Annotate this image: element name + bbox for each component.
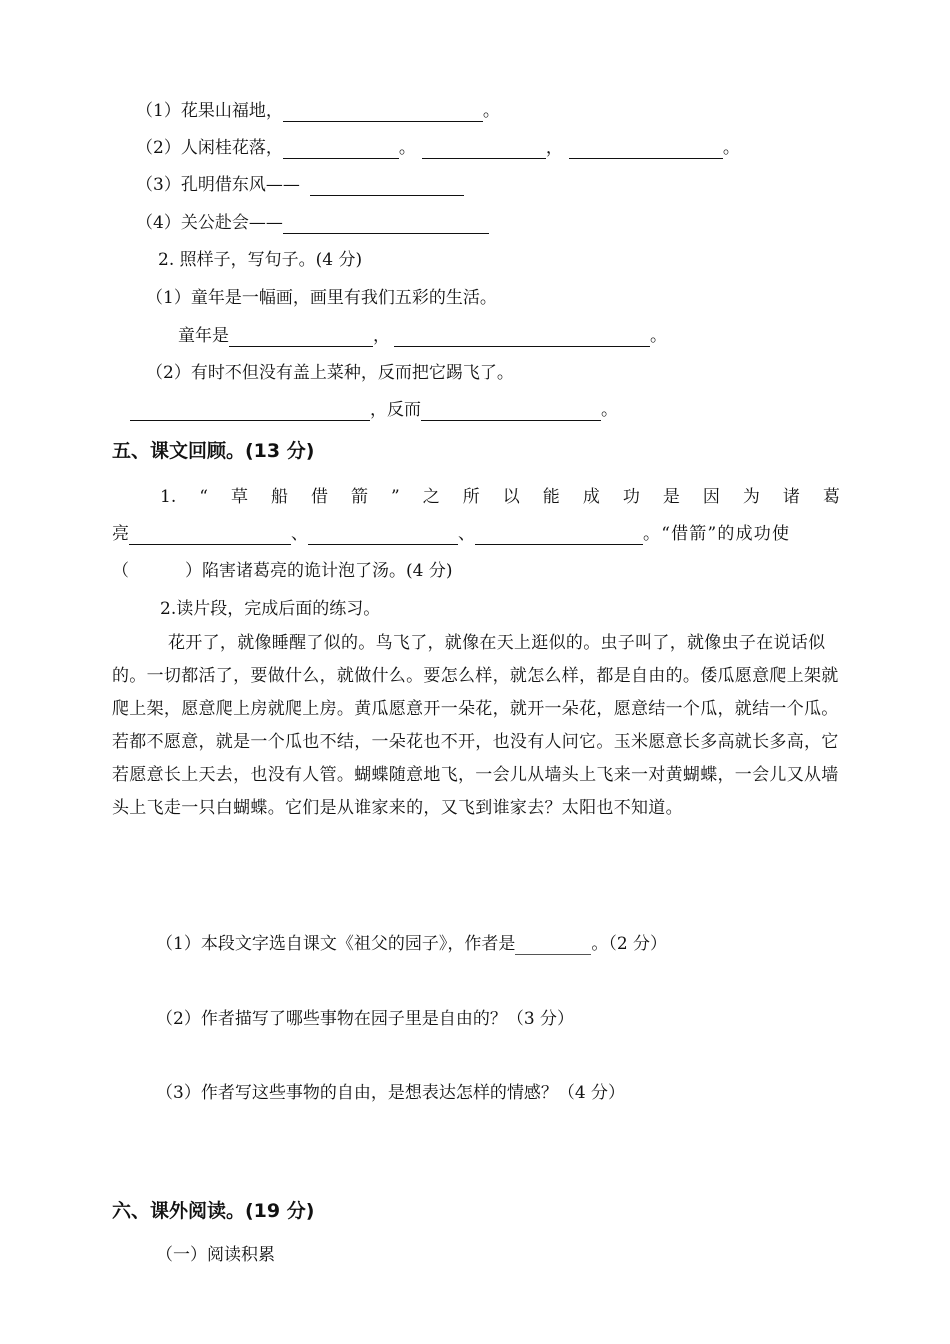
q1-char: 为 bbox=[742, 487, 760, 507]
q1-line3-rest: ）陷害诸葛亮的诡计泡了汤。(4 分) bbox=[185, 561, 453, 581]
s5-q2-title: 2.读片段，完成后面的练习。 bbox=[160, 599, 381, 619]
s5-sub-question-2: （2）作者描写了哪些事物在园子里是自由的？（3 分） bbox=[156, 1009, 575, 1029]
q1-char: 葛 bbox=[822, 487, 840, 507]
fill-1-start: 童年是 bbox=[178, 326, 229, 346]
q1-item-4 bbox=[136, 212, 489, 234]
q1-char: 船 bbox=[270, 487, 288, 507]
fill-1-end: 。 bbox=[650, 326, 667, 346]
item-4-label: （4）关公赴会—— bbox=[136, 213, 283, 233]
item-3-label: （3）孔明借东风—— bbox=[136, 175, 300, 195]
q1-sep: 、 bbox=[291, 524, 308, 544]
s5-sub-question-1 bbox=[156, 933, 667, 955]
section-5-heading: 五、课文回顾。(13 分) bbox=[112, 440, 315, 462]
answer-blank[interactable] bbox=[310, 177, 464, 196]
answer-blank[interactable] bbox=[283, 215, 489, 234]
item-1-label: （1）花果山福地， bbox=[136, 101, 283, 121]
q1-char: 成 bbox=[582, 487, 600, 507]
q1-char: 所 bbox=[462, 487, 480, 507]
answer-blank[interactable] bbox=[515, 936, 591, 955]
item-2-punct: ， bbox=[545, 138, 563, 158]
q1-char: 借 bbox=[311, 487, 328, 507]
answer-blank[interactable] bbox=[475, 526, 643, 545]
q1-char: 功 bbox=[622, 487, 640, 507]
answer-blank[interactable] bbox=[130, 402, 370, 421]
item-2-punct: 。 bbox=[398, 138, 416, 158]
answer-blank[interactable] bbox=[394, 328, 650, 347]
fill-1-comma: ， bbox=[373, 326, 390, 346]
q1-char: 因 bbox=[702, 487, 720, 507]
q2-fill-2 bbox=[130, 399, 618, 421]
q1-char: “ bbox=[199, 487, 208, 507]
q1-item-1 bbox=[136, 100, 500, 122]
q2-title: 2. 照样子，写句子。(4 分) bbox=[158, 250, 363, 270]
q1-char: 诸 bbox=[782, 487, 800, 507]
s5-q1-line-1 bbox=[160, 486, 840, 508]
fill-2-mid: ，反而 bbox=[370, 400, 421, 420]
item-2-label: （2）人闲桂花落， bbox=[136, 138, 283, 158]
q1-sep: 、 bbox=[458, 524, 475, 544]
section-6-heading: 六、课外阅读。(19 分) bbox=[112, 1200, 315, 1222]
q1-paren-open: （ bbox=[112, 561, 129, 581]
reading-passage: 花开了，就像睡醒了似的。鸟飞了，就像在天上逛似的。虫子叫了，就像虫子在说话似的。一切都活了，要做什么，就做什么。要怎么样，就怎么样，都是自由的。倭瓜愿意爬上架就爬上架，愿意爬上房就爬上房。黄瓜愿意开一朵花，就开一朵花，愿意结一个瓜，就结一个瓜。若都不愿意，就是一个瓜也不结，一朵花也不开，也没有人问它。玉米愿意长多高就长多高，它若愿意长上天去，也没有人管。蝴蝶随意地飞，一会儿从墙头上飞来一对黄蝴蝶，一会儿又从墙头上飞走一只白蝴蝶。它们是从谁家来的，又飞到谁家去？太阳也不知道。 bbox=[112, 633, 839, 818]
item-2-end: 。 bbox=[722, 138, 740, 158]
answer-blank[interactable] bbox=[422, 140, 546, 159]
s5-sub-question-3: （3）作者写这些事物的自由，是想表达怎样的情感？（4 分） bbox=[156, 1083, 626, 1103]
q1-item-2 bbox=[136, 137, 740, 159]
fill-2-end: 。 bbox=[601, 400, 618, 420]
q2-example-2: （2）有时不但没有盖上菜种，反而把它踢飞了。 bbox=[146, 363, 514, 383]
q1-line2-start: 亮 bbox=[112, 524, 129, 544]
q1-char: 箭 bbox=[351, 487, 369, 507]
q1-char: 草 bbox=[230, 487, 248, 507]
q1-char: ” bbox=[391, 487, 400, 507]
answer-blank[interactable] bbox=[283, 140, 399, 159]
sub1-start: （1）本段文字选自课文《祖父的园子》，作者是 bbox=[156, 934, 516, 954]
section-6-sub-heading: （一）阅读积累 bbox=[156, 1245, 275, 1265]
q1-char: 是 bbox=[662, 487, 680, 507]
q2-example-1: （1）童年是一幅画，画里有我们五彩的生活。 bbox=[146, 288, 497, 308]
answer-blank[interactable] bbox=[229, 328, 373, 347]
s5-q1-line-2 bbox=[112, 523, 790, 545]
s5-q1-line-3 bbox=[112, 560, 452, 582]
answer-blank[interactable] bbox=[569, 140, 723, 159]
q1-char: 以 bbox=[502, 487, 520, 507]
q1-line2-end: 。“借箭”的成功使 bbox=[643, 524, 791, 544]
answer-blank[interactable] bbox=[129, 526, 291, 545]
q1-char: 能 bbox=[542, 487, 560, 507]
q1-char: 1. bbox=[160, 487, 177, 507]
answer-blank[interactable] bbox=[308, 526, 458, 545]
item-1-end: 。 bbox=[482, 101, 500, 121]
answer-blank[interactable] bbox=[421, 402, 601, 421]
q2-fill-1 bbox=[178, 325, 667, 347]
q1-char: 之 bbox=[422, 487, 440, 507]
sub1-end: 。（2 分） bbox=[591, 934, 668, 954]
answer-blank[interactable] bbox=[283, 103, 483, 122]
q1-item-3 bbox=[136, 174, 464, 196]
